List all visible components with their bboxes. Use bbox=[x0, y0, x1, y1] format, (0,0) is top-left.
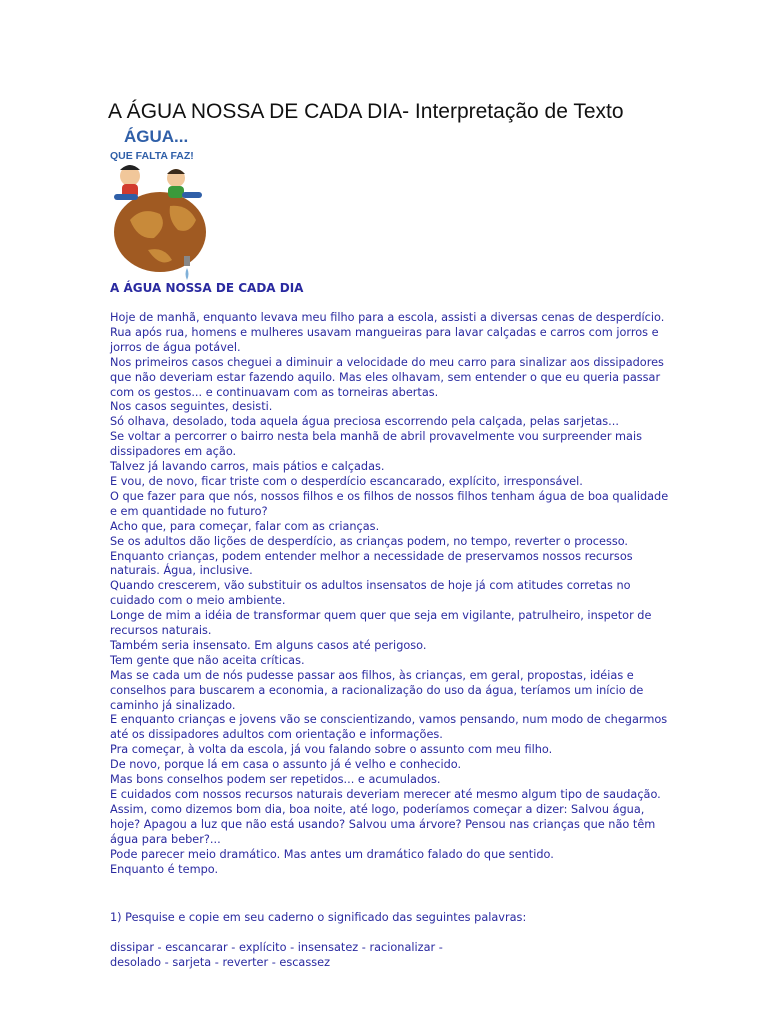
paragraph: Acho que, para começar, falar com as crianças. bbox=[110, 519, 380, 533]
paragraph: Rua após rua, homens e mulheres usavam mangueiras para lavar calçadas e carros com jorros e jorros de água potável. bbox=[110, 325, 659, 354]
paragraph: De novo, porque lá em casa o assunto já é velho e conhecido. bbox=[110, 758, 462, 772]
paragraph: Tem gente que não aceita críticas. bbox=[110, 653, 305, 667]
paragraph: Enquanto é tempo. bbox=[110, 862, 219, 876]
paragraph: Mas se cada um de nós pudesse passar aos filhos, às crianças, em geral, propostas, idéias e conselhos para buscarem a economia, a racionalização do uso da água, teríamos um início de caminho já sinalizado. bbox=[110, 668, 644, 712]
paragraph: E vou, de novo, ficar triste com o desperdício escancarado, explícito, irresponsável. bbox=[110, 474, 583, 488]
illustration-caption-2: QUE FALTA FAZ! bbox=[110, 150, 194, 162]
paragraph: O que fazer para que nós, nossos filhos e os filhos de nossos filhos tenham água de boa qualidade e em quantidade no futuro? bbox=[110, 489, 669, 518]
paragraph: Só olhava, desolado, toda aquela água preciosa escorrendo pela calçada, pelas sarjetas... bbox=[110, 415, 619, 429]
paragraph: Também seria insensato. Em alguns casos até perigoso. bbox=[110, 638, 427, 652]
paragraph: Longe de mim a idéia de transformar quem quer que seja em vigilante, patrulheiro, inspetor de recursos naturais. bbox=[110, 609, 652, 638]
paragraph: Hoje de manhã, enquanto levava meu filho para a escola, assisti a diversas cenas de desperdício. bbox=[110, 311, 665, 324]
child-figure-right bbox=[167, 169, 202, 198]
illustration-caption-1: ÁGUA... bbox=[124, 127, 189, 146]
article-body bbox=[110, 311, 670, 877]
paragraph: Pode parecer meio dramático. Mas antes um dramático falado do que sentido. bbox=[110, 847, 554, 861]
question-1: 1) Pesquise e copie em seu caderno o significado das seguintes palavras: bbox=[110, 911, 527, 924]
paragraph: E cuidados com nossos recursos naturais deveriam merecer até mesmo algum tipo de saudação. Assim, como dizemos bom dia, boa noite, até logo, poderíamos começar a dizer: Salvou água, hoje? Apagou a luz que não está usando? Salvou uma árvore? Pensou nas crianças que não têm água para beber?... bbox=[110, 788, 661, 846]
water-illustration bbox=[108, 122, 228, 280]
article-heading: A ÁGUA NOSSA DE CADA DIA bbox=[110, 281, 304, 295]
paragraph: Nos primeiros casos cheguei a diminuir a velocidade do meu carro para sinalizar aos dissipadores que não deveriam estar fazendo aquilo. Mas eles olhavam, sem entender o que eu queria passar com os gestos... e continuavam com as torneiras abertas. bbox=[110, 355, 664, 399]
child-figure-left bbox=[114, 165, 140, 200]
paragraph: Quando crescerem, vão substituir os adultos insensatos de hoje já com atitudes corretas no cuidado com o meio ambiente. bbox=[110, 579, 631, 608]
vocabulary-list-line-1: dissipar - escancarar - explícito - insensatez - racionalizar - bbox=[110, 941, 443, 954]
paragraph: Enquanto crianças, podem entender melhor a necessidade de preservamos nossos recursos naturais. Água, inclusive. bbox=[110, 549, 633, 578]
paragraph: Mas bons conselhos podem ser repetidos... e acumulados. bbox=[110, 773, 441, 787]
paragraph: Se voltar a percorrer o bairro nesta bela manhã de abril provavelmente vou surpreender mais dissipadores em ação. bbox=[110, 430, 643, 459]
vocabulary-list-line-2: desolado - sarjeta - reverter - escassez bbox=[110, 956, 331, 969]
faucet-icon bbox=[184, 256, 190, 280]
paragraph: Pra começar, à volta da escola, já vou falando sobre o assunto com meu filho. bbox=[110, 743, 553, 757]
paragraph: Talvez já lavando carros, mais pátios e calçadas. bbox=[110, 460, 385, 474]
paragraph: Nos casos seguintes, desisti. bbox=[110, 400, 273, 414]
paragraph: E enquanto crianças e jovens vão se conscientizando, vamos pensando, num modo de chegarmos até os dissipadores adultos com orientação e informações. bbox=[110, 713, 668, 742]
paragraph: Se os adultos dão lições de desperdício, as crianças podem, no tempo, reverter o processo. bbox=[110, 534, 629, 548]
page-title: A ÁGUA NOSSA DE CADA DIA- Interpretação de Texto bbox=[108, 100, 624, 123]
